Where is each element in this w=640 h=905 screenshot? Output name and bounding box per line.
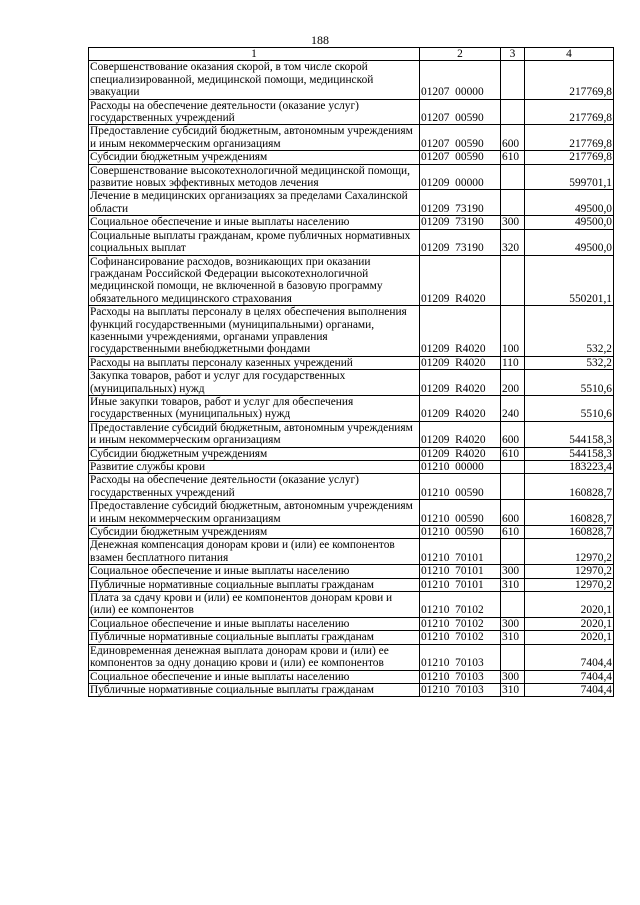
table-row [89, 255, 614, 306]
table-row [89, 164, 614, 190]
table-row [89, 500, 614, 526]
row-name-cell: Расходы на обеспечение деятельности (оказание услуг) государственных учреждений [89, 99, 420, 125]
table-row [89, 539, 614, 565]
row-type-cell [501, 539, 525, 565]
table-row [89, 306, 614, 357]
row-code-cell: 01210 70102 [420, 592, 501, 618]
row-type-cell [501, 461, 525, 474]
table-row [89, 670, 614, 683]
table-row [89, 421, 614, 447]
header-col-4: 4 [525, 48, 614, 61]
row-type-cell: 600 [501, 125, 525, 151]
row-amount-cell: 532,2 [525, 306, 614, 357]
table-row [89, 644, 614, 670]
table-row [89, 395, 614, 421]
row-name-cell: Предоставление субсидий бюджетным, автономным учреждениям и иным некоммерческим организациям [89, 421, 420, 447]
row-amount-cell: 217769,8 [525, 125, 614, 151]
table-row [89, 592, 614, 618]
row-code-cell: 01209 73190 [420, 229, 501, 255]
table-row [89, 370, 614, 396]
row-name-cell: Предоставление субсидий бюджетным, автономным учреждениям и иным некоммерческим организациям [89, 125, 420, 151]
row-amount-cell: 183223,4 [525, 461, 614, 474]
row-amount-cell: 217769,8 [525, 99, 614, 125]
row-type-cell [501, 164, 525, 190]
row-amount-cell: 5510,6 [525, 395, 614, 421]
row-name-cell: Лечение в медицинских организациях за пределами Сахалинской области [89, 190, 420, 216]
row-name-cell: Социальное обеспечение и иные выплаты населению [89, 670, 420, 683]
table-row [89, 99, 614, 125]
row-type-cell [501, 644, 525, 670]
row-name-cell: Расходы на выплаты персоналу казенных учреждений [89, 356, 420, 369]
row-code-cell: 01209 R4020 [420, 255, 501, 306]
header-col-2: 2 [420, 48, 501, 61]
row-amount-cell: 160828,7 [525, 500, 614, 526]
row-code-cell: 01207 00000 [420, 61, 501, 99]
table-row [89, 447, 614, 460]
row-type-cell: 610 [501, 526, 525, 539]
row-name-cell: Публичные нормативные социальные выплаты гражданам [89, 683, 420, 696]
table-row [89, 461, 614, 474]
row-amount-cell: 12970,2 [525, 578, 614, 591]
row-code-cell: 01207 00590 [420, 151, 501, 164]
row-type-cell: 610 [501, 447, 525, 460]
row-amount-cell: 599701,1 [525, 164, 614, 190]
table-row [89, 683, 614, 696]
table-row [89, 617, 614, 630]
row-code-cell: 01209 73190 [420, 190, 501, 216]
row-type-cell [501, 190, 525, 216]
row-name-cell: Социальные выплаты гражданам, кроме публичных нормативных социальных выплат [89, 229, 420, 255]
row-code-cell: 01210 70102 [420, 631, 501, 644]
row-code-cell: 01210 70103 [420, 683, 501, 696]
row-name-cell: Совершенствование высокотехнологичной медицинской помощи, развитие новых эффективных методов лечения [89, 164, 420, 190]
row-code-cell: 01209 R4020 [420, 395, 501, 421]
row-code-cell: 01209 R4020 [420, 447, 501, 460]
row-code-cell: 01210 70101 [420, 565, 501, 578]
row-type-cell: 610 [501, 151, 525, 164]
row-name-cell: Софинансирование расходов, возникающих при оказании гражданам Российской Федерации высокотехнологичной медицинской помощи, не включенной в базовую программу обязательного медицинского страхования [89, 255, 420, 306]
row-type-cell [501, 99, 525, 125]
row-name-cell: Предоставление субсидий бюджетным, автономным учреждениям и иным некоммерческим организациям [89, 500, 420, 526]
row-type-cell [501, 474, 525, 500]
row-amount-cell: 12970,2 [525, 539, 614, 565]
row-amount-cell: 12970,2 [525, 565, 614, 578]
row-amount-cell: 5510,6 [525, 370, 614, 396]
header-col-1: 1 [89, 48, 420, 61]
row-type-cell [501, 592, 525, 618]
row-amount-cell: 2020,1 [525, 592, 614, 618]
row-amount-cell: 544158,3 [525, 447, 614, 460]
row-code-cell: 01209 R4020 [420, 306, 501, 357]
row-type-cell [501, 61, 525, 99]
row-type-cell: 600 [501, 421, 525, 447]
row-type-cell: 300 [501, 670, 525, 683]
row-type-cell: 310 [501, 683, 525, 696]
row-amount-cell: 2020,1 [525, 617, 614, 630]
row-name-cell: Социальное обеспечение и иные выплаты населению [89, 565, 420, 578]
row-code-cell: 01210 00590 [420, 500, 501, 526]
row-amount-cell: 217769,8 [525, 61, 614, 99]
row-type-cell: 310 [501, 631, 525, 644]
row-name-cell: Социальное обеспечение и иные выплаты населению [89, 216, 420, 229]
row-name-cell: Субсидии бюджетным учреждениям [89, 447, 420, 460]
row-name-cell: Единовременная денежная выплата донорам крови и (или) ее компонентов за одну донацию крови и (или) ее компонентов [89, 644, 420, 670]
row-type-cell: 300 [501, 617, 525, 630]
table-row [89, 190, 614, 216]
table-row [89, 61, 614, 99]
row-name-cell: Совершенствование оказания скорой, в том числе скорой специализированной, медицинской помощи, медицинской эвакуации [89, 61, 420, 99]
row-name-cell: Публичные нормативные социальные выплаты гражданам [89, 631, 420, 644]
row-name-cell: Развитие службы крови [89, 461, 420, 474]
row-code-cell: 01210 70102 [420, 617, 501, 630]
row-type-cell: 240 [501, 395, 525, 421]
row-name-cell: Расходы на обеспечение деятельности (оказание услуг) государственных учреждений [89, 474, 420, 500]
row-type-cell: 600 [501, 500, 525, 526]
row-code-cell: 01209 R4020 [420, 370, 501, 396]
row-amount-cell: 7404,4 [525, 644, 614, 670]
row-name-cell: Плата за сдачу крови и (или) ее компонентов донорам крови и (или) ее компонентов [89, 592, 420, 618]
row-name-cell: Субсидии бюджетным учреждениям [89, 151, 420, 164]
row-name-cell: Денежная компенсация донорам крови и (или) ее компонентов взамен бесплатного питания [89, 539, 420, 565]
table-row [89, 631, 614, 644]
row-code-cell: 01210 70103 [420, 670, 501, 683]
row-amount-cell: 160828,7 [525, 474, 614, 500]
row-code-cell: 01210 70101 [420, 578, 501, 591]
row-code-cell: 01209 R4020 [420, 356, 501, 369]
table-row [89, 151, 614, 164]
row-amount-cell: 49500,0 [525, 216, 614, 229]
row-amount-cell: 544158,3 [525, 421, 614, 447]
row-amount-cell: 49500,0 [525, 229, 614, 255]
row-amount-cell: 7404,4 [525, 670, 614, 683]
table-header-row [89, 48, 614, 61]
row-code-cell: 01207 00590 [420, 125, 501, 151]
budget-table [88, 47, 614, 697]
row-code-cell: 01210 70101 [420, 539, 501, 565]
row-name-cell: Социальное обеспечение и иные выплаты населению [89, 617, 420, 630]
row-code-cell: 01210 70103 [420, 644, 501, 670]
row-code-cell: 01210 00000 [420, 461, 501, 474]
row-name-cell: Расходы на выплаты персоналу в целях обеспечения выполнения функций государственными (муниципальными) органами, казенными учреждениями, органами управления государственными внебюджетными фондами [89, 306, 420, 357]
table-row [89, 356, 614, 369]
row-amount-cell: 49500,0 [525, 190, 614, 216]
row-name-cell: Закупка товаров, работ и услуг для государственных (муниципальных) нужд [89, 370, 420, 396]
page-number: 188 [311, 33, 329, 47]
row-type-cell: 100 [501, 306, 525, 357]
row-code-cell: 01207 00590 [420, 99, 501, 125]
row-type-cell: 300 [501, 216, 525, 229]
row-amount-cell: 550201,1 [525, 255, 614, 306]
table-row [89, 229, 614, 255]
row-name-cell: Публичные нормативные социальные выплаты гражданам [89, 578, 420, 591]
row-amount-cell: 160828,7 [525, 526, 614, 539]
row-name-cell: Иные закупки товаров, работ и услуг для обеспечения государственных (муниципальных) нужд [89, 395, 420, 421]
table-row [89, 216, 614, 229]
row-amount-cell: 7404,4 [525, 683, 614, 696]
table-row [89, 125, 614, 151]
row-amount-cell: 2020,1 [525, 631, 614, 644]
row-type-cell: 320 [501, 229, 525, 255]
row-type-cell: 310 [501, 578, 525, 591]
row-code-cell: 01209 73190 [420, 216, 501, 229]
table-row [89, 578, 614, 591]
header-col-3: 3 [501, 48, 525, 61]
row-amount-cell: 532,2 [525, 356, 614, 369]
row-type-cell: 300 [501, 565, 525, 578]
table-row [89, 526, 614, 539]
row-code-cell: 01209 R4020 [420, 421, 501, 447]
row-code-cell: 01210 00590 [420, 474, 501, 500]
row-type-cell: 110 [501, 356, 525, 369]
table-row [89, 474, 614, 500]
row-code-cell: 01209 00000 [420, 164, 501, 190]
row-amount-cell: 217769,8 [525, 151, 614, 164]
row-name-cell: Субсидии бюджетным учреждениям [89, 526, 420, 539]
row-type-cell [501, 255, 525, 306]
row-type-cell: 200 [501, 370, 525, 396]
row-code-cell: 01210 00590 [420, 526, 501, 539]
table-row [89, 565, 614, 578]
